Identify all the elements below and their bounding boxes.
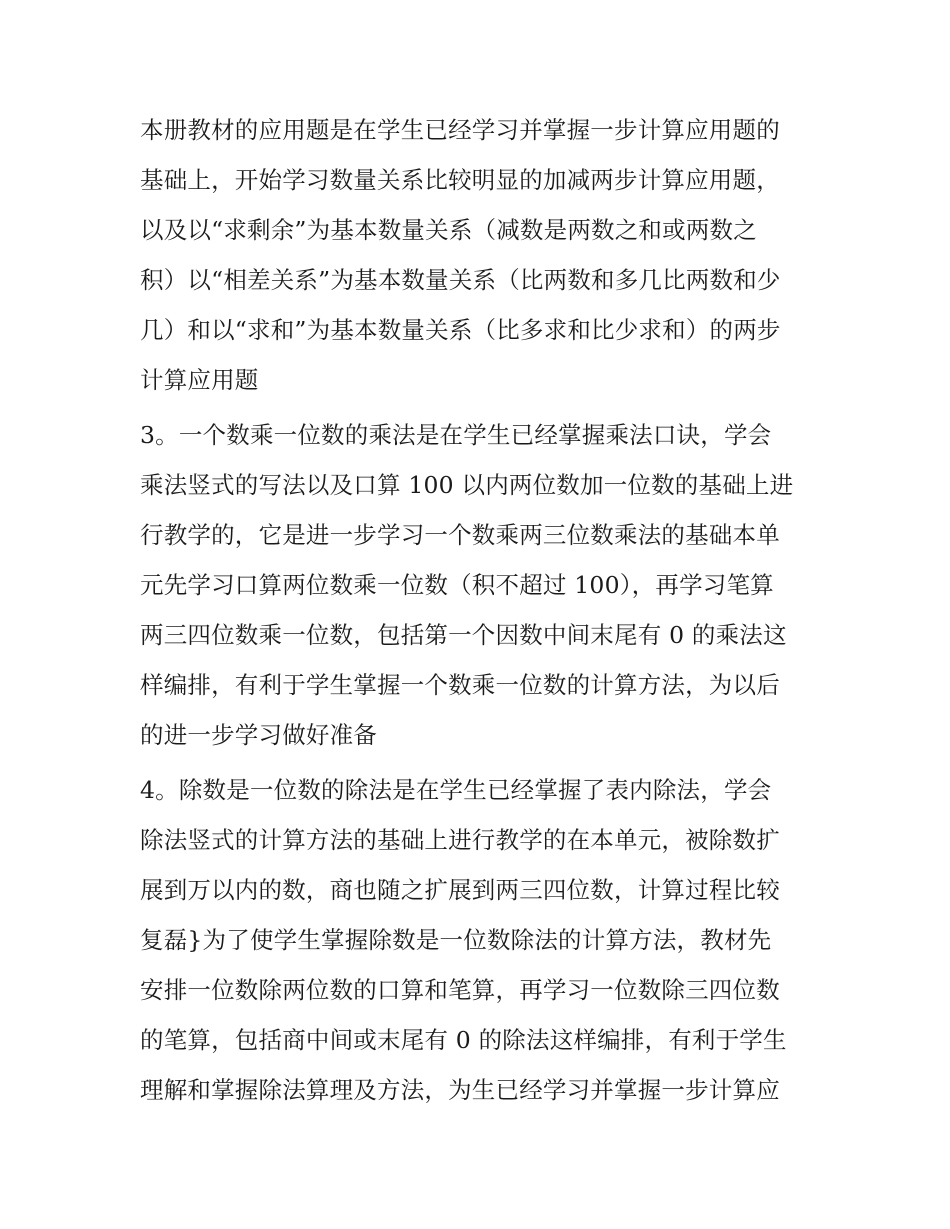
text-line: 两三四位数乘一位数，包括第一个因数中间末尾有 0 的乘法这	[140, 621, 787, 649]
text-line: 4。除数是一位数的除法是在学生已经掌握了表内除法，学会	[140, 776, 772, 804]
text-line: 计算应用题	[140, 366, 259, 394]
text-line: 的笔算，包括商中间或末尾有 0 的除法这样编排，有利于学生	[140, 1026, 787, 1054]
text-line: 基础上，开始学习数量关系比较明显的加减两步计算应用题，	[140, 166, 780, 194]
text-line: 除法竖式的计算方法的基础上进行教学的在本单元，被除数扩	[140, 826, 780, 854]
text-line: 安排一位数除两位数的口算和笔算，再学习一位数除三四位数	[140, 976, 780, 1004]
text-line: 复磊}为了使学生掌握除数是一位数除法的计算方法，教材先	[140, 926, 772, 954]
text-line: 3。一个数乘一位数的乘法是在学生已经掌握乘法口诀，学会	[140, 421, 772, 449]
text-line: 本册教材的应用题是在学生已经学习并掌握一步计算应用题的	[140, 116, 780, 144]
text-line: 行教学的，它是进一步学习一个数乘两三位数乘法的基础本单	[140, 521, 780, 549]
text-line: 的进一步学习做好准备	[140, 721, 377, 749]
text-line: 元先学习口算两位数乘一位数（积不超过 100），再学习笔算	[140, 571, 774, 599]
text-line: 几）和以“求和”为基本数量关系（比多求和比少求和）的两步	[140, 316, 781, 344]
text-line: 以及以“求剩余”为基本数量关系（减数是两数之和或两数之	[140, 216, 757, 244]
text-line: 乘法竖式的写法以及口算 100 以内两位数加一位数的基础上进	[140, 471, 794, 499]
text-line: 积）以“相差关系”为基本数量关系（比两数和多几比两数和少	[140, 266, 781, 294]
text-line: 理解和掌握除法算理及方法，为生已经学习并掌握一步计算应	[140, 1076, 780, 1104]
text-line: 展到万以内的数，商也随之扩展到两三四位数，计算过程比较	[140, 876, 780, 904]
text-line: 样编排，有利于学生掌握一个数乘一位数的计算方法，为以后	[140, 671, 780, 699]
